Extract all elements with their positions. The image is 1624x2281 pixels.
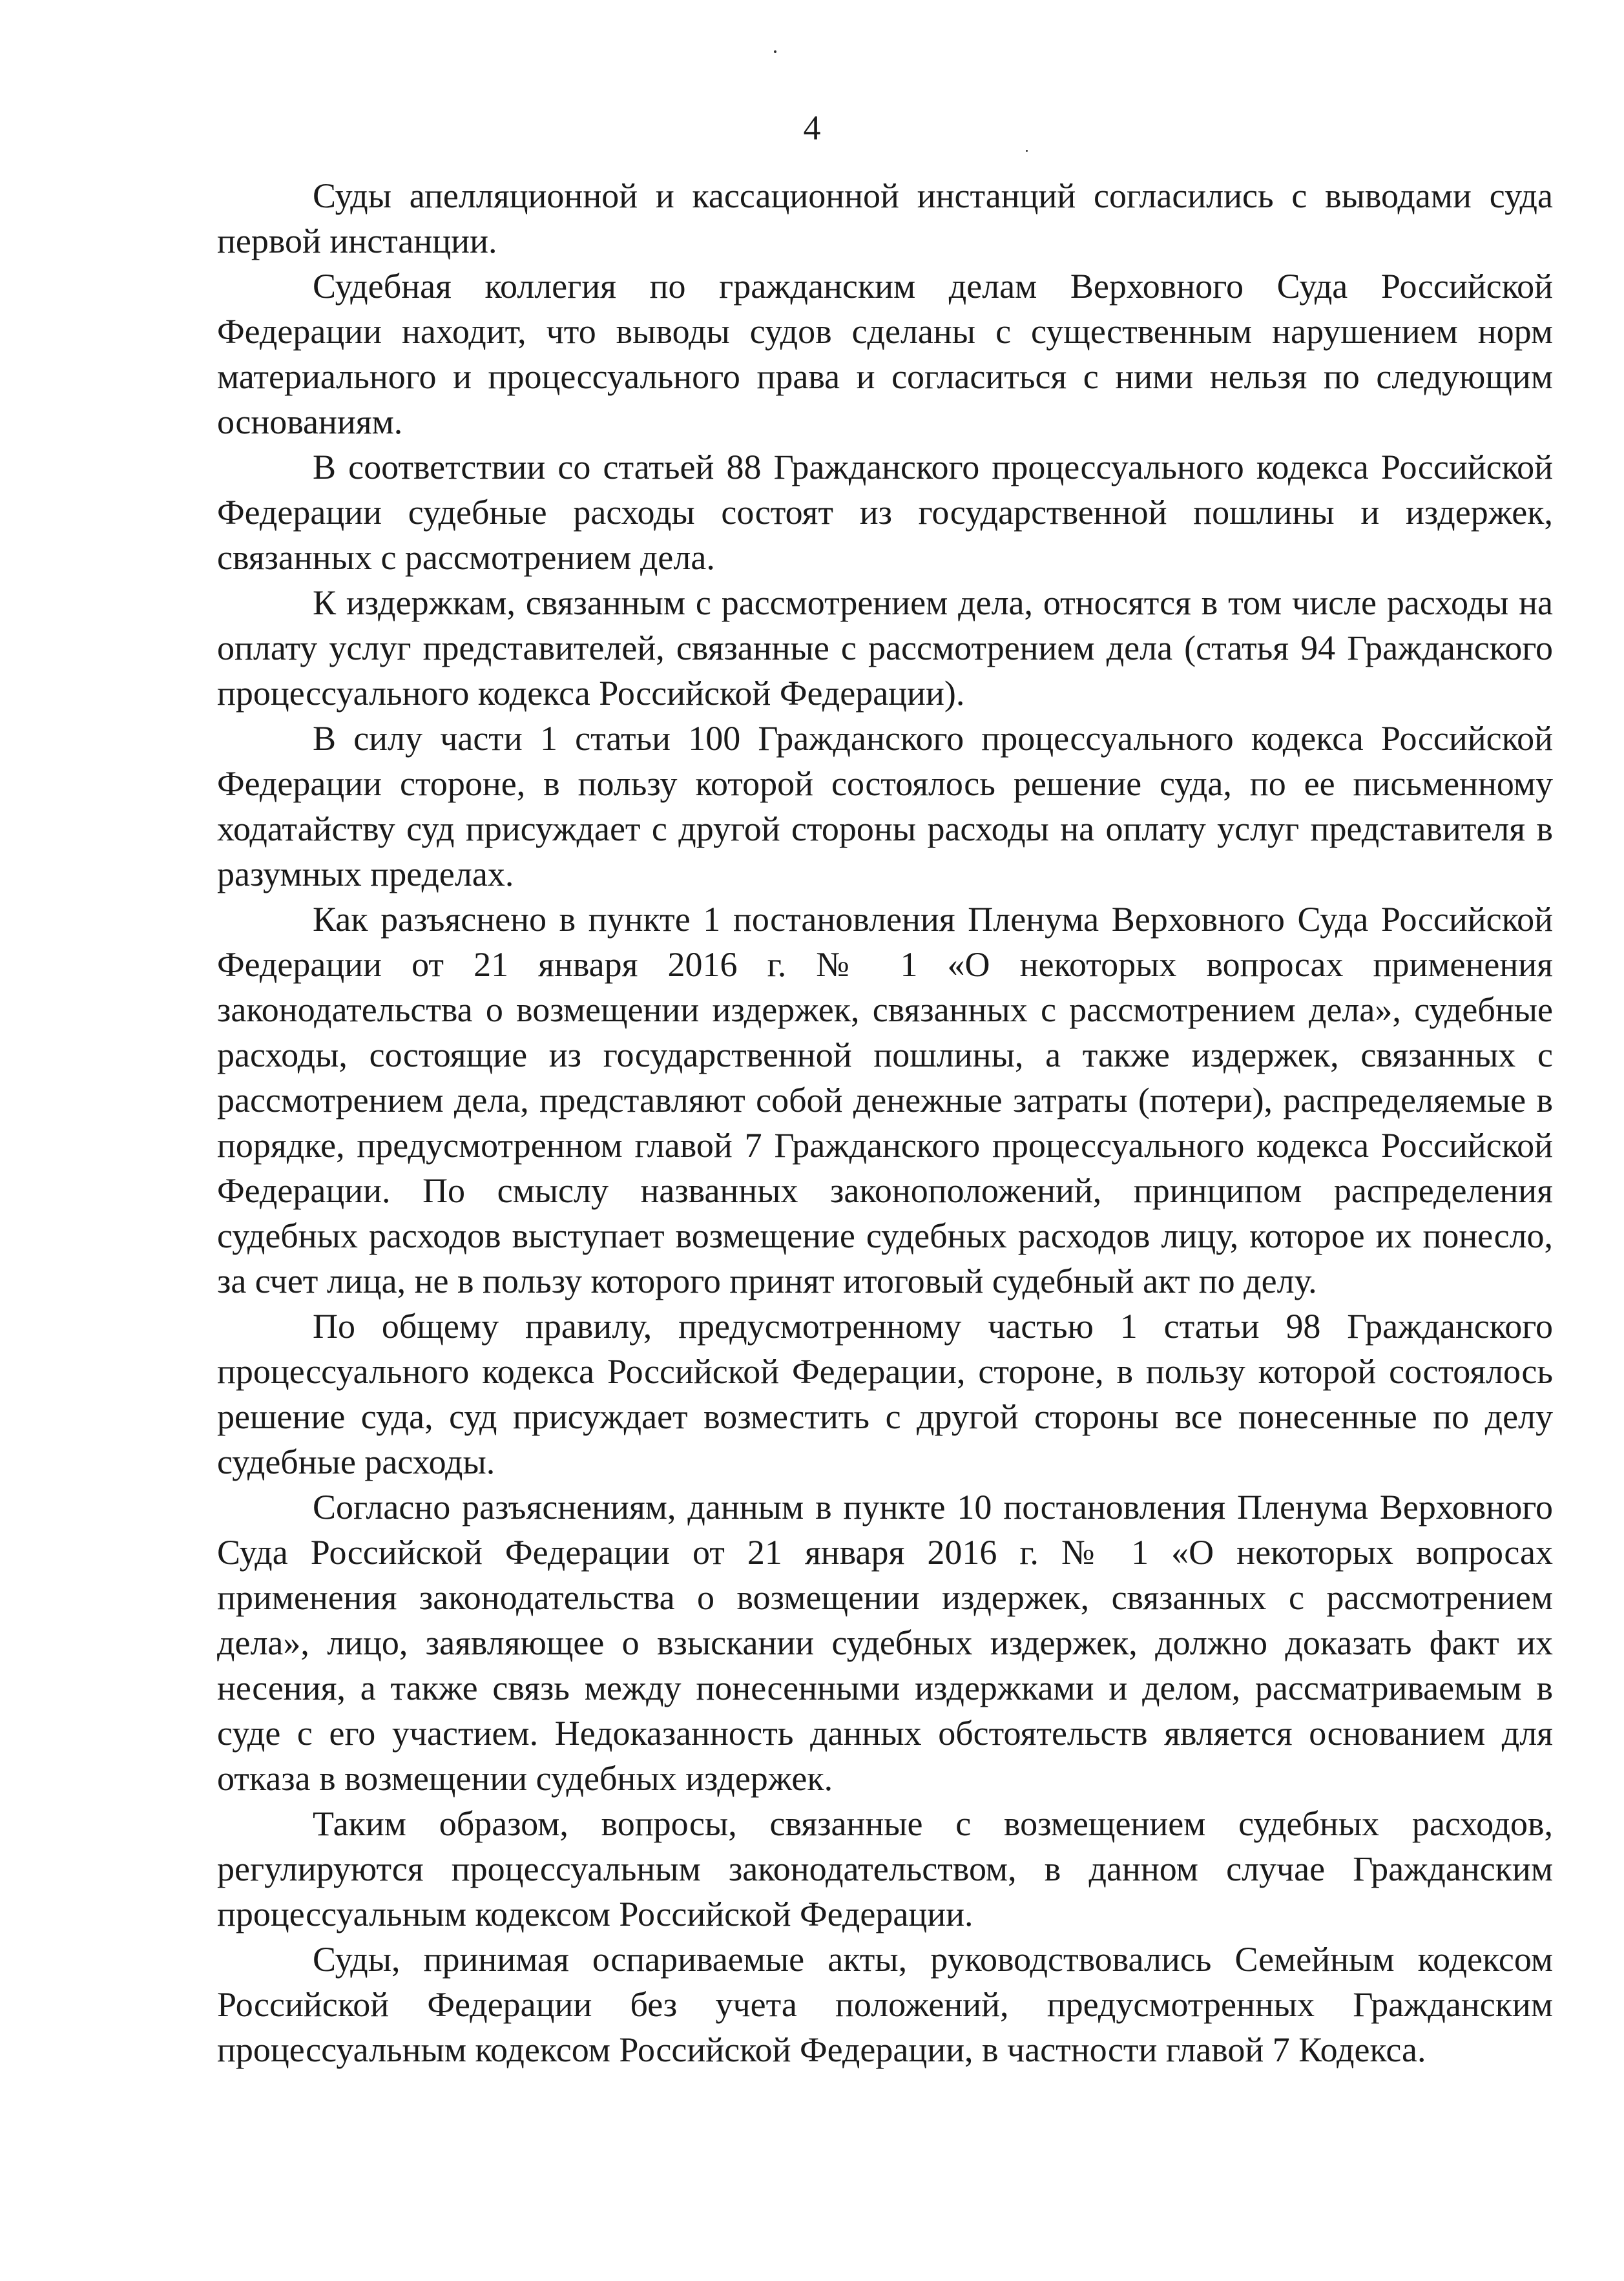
page-number: 4 — [803, 109, 821, 147]
paragraph: В силу части 1 статьи 100 Гражданского процессуального кодекса Российской Федерации стороне, в пользу которой состоялось решение суда, по ее письменному ходатайству суд присуждает с другой стороны расходы на оплату услуг представителя в разумных пределах. — [217, 719, 1553, 893]
scan-speck — [1026, 150, 1028, 152]
scan-speck — [774, 50, 776, 53]
paragraph: К издержкам, связанным с рассмотрением дела, относятся в том числе расходы на оплату услуг представителей, связанные с рассмотрением дела (статья 94 Гражданского процессуального кодекса Российской Федерации). — [217, 583, 1553, 713]
paragraph: Суды, принимая оспариваемые акты, руководствовались Семейным кодексом Российской Федерации без учета положений, предусмотренных Гражданским процессуальным кодексом Российской Федерации, в частности главой 7 Кодекса. — [217, 1940, 1553, 2069]
paragraph: Таким образом, вопросы, связанные с возмещением судебных расходов, регулируются процессуальным законодательством, в данном случае Гражданским процессуальным кодексом Российской Федерации. — [217, 1804, 1553, 1933]
paragraph: Суды апелляционной и кассационной инстанций согласились с выводами суда первой инстанции. — [217, 176, 1553, 260]
paragraph: По общему правилу, предусмотренному частью 1 статьи 98 Гражданского процессуального кодекса Российской Федерации, стороне, в пользу которой состоялось решение суда, суд присуждает возместить с другой стороны все понесенные по делу судебные расходы. — [217, 1307, 1553, 1481]
paragraph: Как разъяснено в пункте 1 постановления Пленума Верховного Суда Российской Федерации от 21 января 2016 г. № 1 «О некоторых вопросах применения законодательства о возмещении издержек, связанных с рассмотрением дела», судебные расходы, состоящие из государственной пошлины, а также издержек, связанных с рассмотрением дела, представляют собой денежные затраты (потери), распределяемые в порядке, предусмотренном главой 7 Гражданского процессуального кодекса Российской Федерации. По смыслу названных законоположений, принципом распределения судебных расходов выступает возмещение судебных расходов лицу, которое их понесло, за счет лица, не в пользу которого принят итоговый судебный акт по делу. — [217, 900, 1553, 1300]
paragraph: В соответствии со статьей 88 Гражданского процессуального кодекса Российской Федерации судебные расходы состоят из государственной пошлины и издержек, связанных с рассмотрением дела. — [217, 448, 1553, 577]
paragraph: Судебная коллегия по гражданским делам Верховного Суда Российской Федерации находит, что выводы судов сделаны с существенным нарушением норм материального и процессуального права и согласиться с ними нельзя по следующим основаниям. — [217, 267, 1553, 441]
paragraph: Согласно разъяснениям, данным в пункте 10 постановления Пленума Верховного Суда Российской Федерации от 21 января 2016 г. № 1 «О некоторых вопросах применения законодательства о возмещении издержек, связанных с рассмотрением дела», лицо, заявляющее о взыскании судебных издержек, должно доказать факт их несения, а также связь между понесенными издержками и делом, рассматриваемым в суде с его участием. Недоказанность данных обстоятельств является основанием для отказа в возмещении судебных издержек. — [217, 1488, 1553, 1798]
document-body — [217, 173, 1553, 2072]
